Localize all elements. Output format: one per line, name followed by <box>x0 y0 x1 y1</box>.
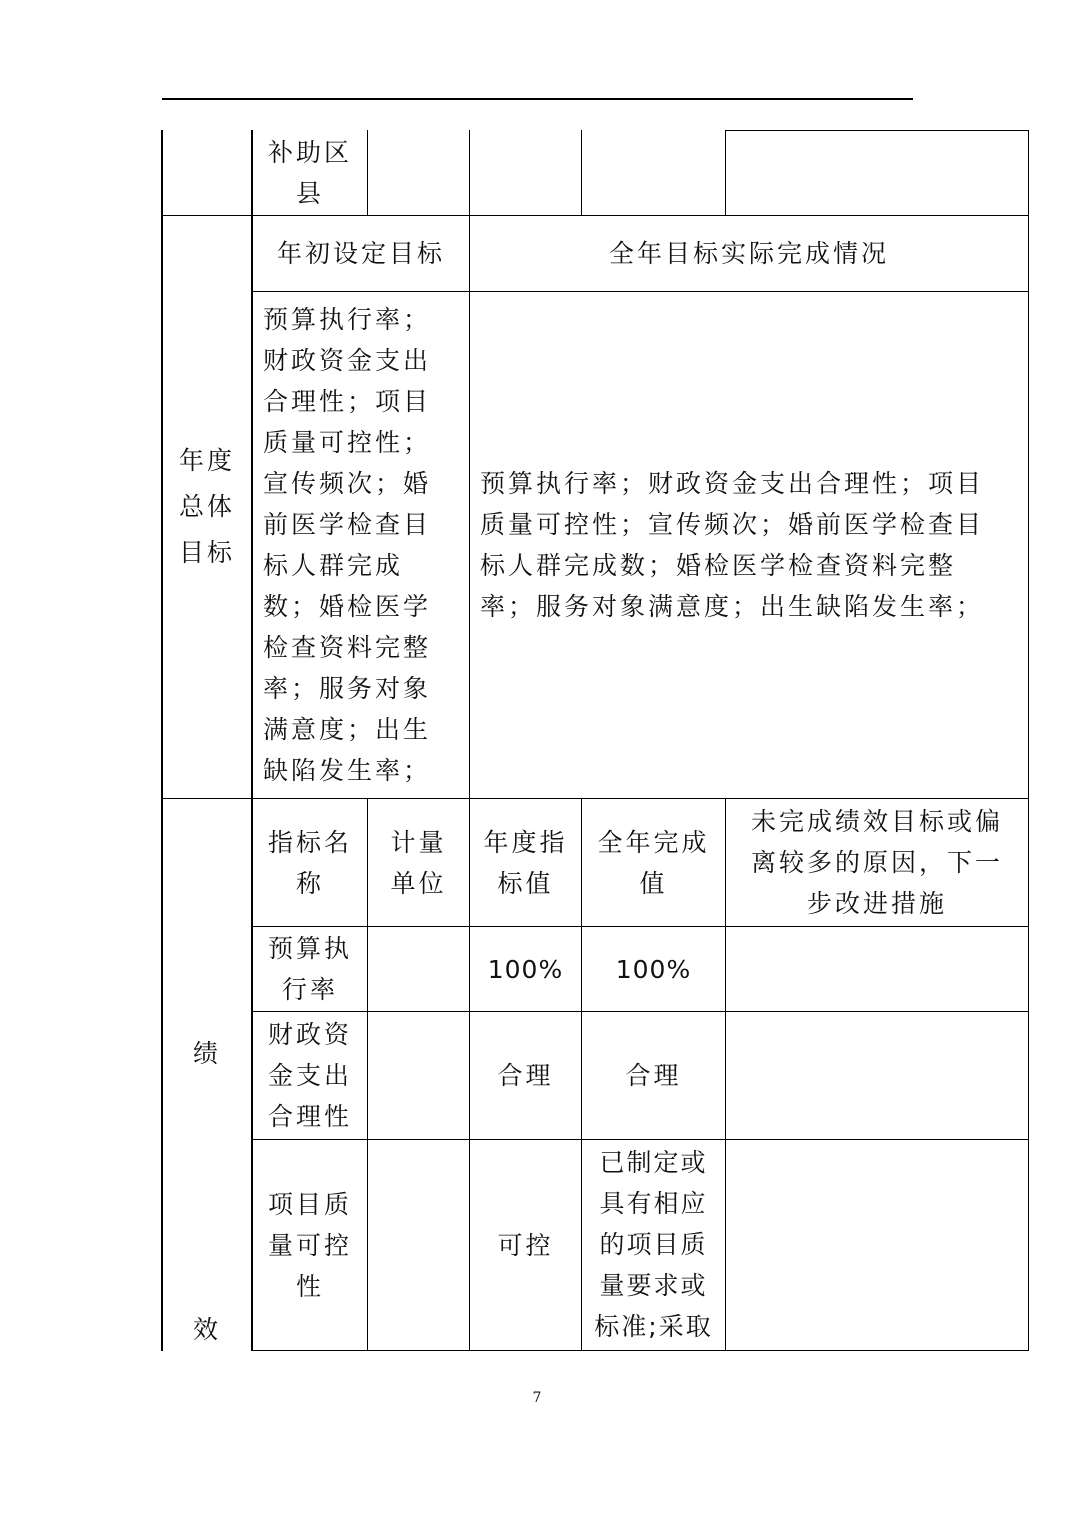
table-divider <box>252 1350 1029 1351</box>
subsidy-county-label: 补助区 县 <box>267 138 352 208</box>
header-actual-completion: 全年目标实际完成情况 <box>608 239 889 268</box>
table-row-unit <box>368 927 469 1011</box>
table-row-target: 可控 <box>497 1230 554 1260</box>
header-rule <box>162 98 913 100</box>
table-row-target: 100% <box>487 954 564 984</box>
actual-completion-text: 预算执行率；财政资金支出合理性；项目 质量可控性；宣传频次；婚前医学检查目 标人群完成数；婚检医学检查资料完整 率；服务对象满意度；出生缺陷发生率； <box>480 469 985 621</box>
table-divider <box>725 130 726 216</box>
table-row-name: 项目质 量可控 性 <box>267 1189 352 1301</box>
page-number: 7 <box>532 1390 542 1406</box>
header-indicator-name: 指标名 称 <box>267 827 352 898</box>
table-divider <box>725 130 1029 131</box>
table-row-name: 财政资 金支出 合理性 <box>267 1020 352 1131</box>
table-row-actual: 合理 <box>625 1061 682 1090</box>
header-reason: 未完成绩效目标或偏 离较多的原因，下一 步改进措施 <box>750 807 1003 918</box>
overall-goal-side-label: 年度 总体 目标 <box>178 446 235 567</box>
performance-side-char-2: 效 <box>192 1314 221 1344</box>
table-row-unit <box>368 1012 469 1139</box>
header-initial-goal: 年初设定目标 <box>276 239 445 268</box>
table-row-reason <box>726 1140 1028 1350</box>
table-row-reason <box>726 1012 1028 1139</box>
table-divider <box>581 130 582 216</box>
table-row-name: 预算执 行率 <box>267 934 352 1004</box>
performance-side-char-1: 绩 <box>192 1038 221 1068</box>
table-row-reason <box>726 927 1028 1011</box>
table-row-actual: 已制定或 具有相应 的项目质 量要求或 标准;采取 <box>594 1148 713 1341</box>
header-annual-target: 年度指 标值 <box>483 827 568 898</box>
table-divider <box>367 130 368 216</box>
table-row-actual: 100% <box>615 954 692 984</box>
header-annual-actual: 全年完成 值 <box>597 827 710 898</box>
header-unit: 计量 单位 <box>390 827 447 898</box>
table-row-target: 合理 <box>497 1061 554 1090</box>
initial-goal-text: 预算执行率； 财政资金支出 合理性；项目 质量可控性； 宣传频次；婚 前医学检查目 标人群完成 数；婚检医学 检查资料完整 率；服务对象 满意度；出生 缺陷发生率； <box>263 305 432 785</box>
table-row-unit <box>368 1140 469 1350</box>
table-border-right <box>1028 130 1029 1351</box>
